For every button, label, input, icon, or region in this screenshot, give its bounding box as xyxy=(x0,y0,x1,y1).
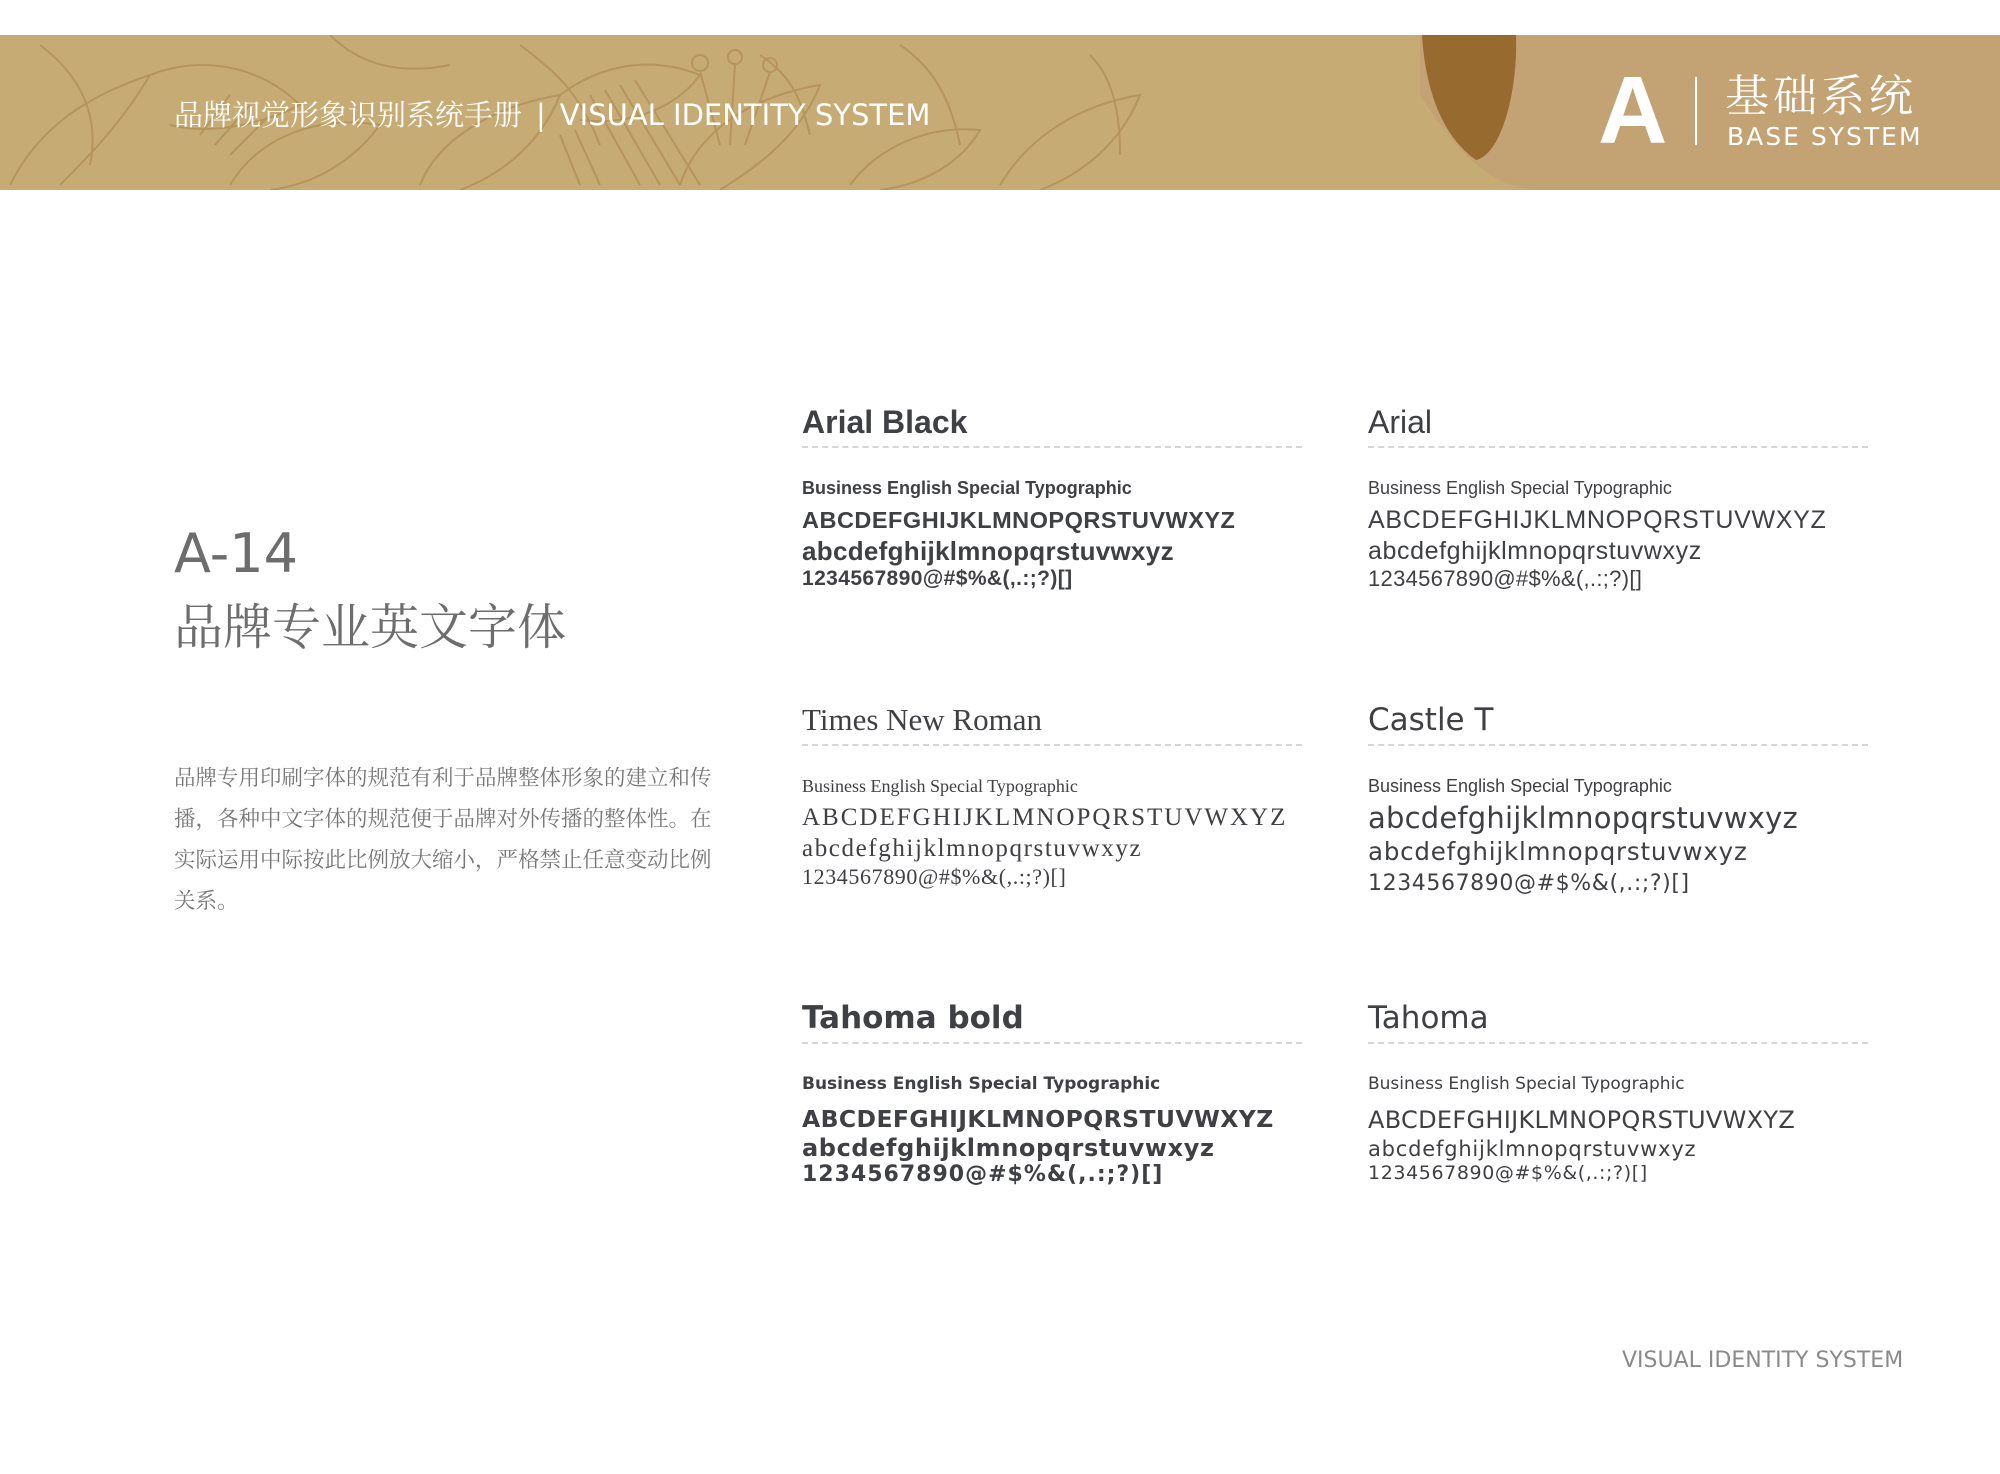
font-sample-arial-black xyxy=(802,402,1302,592)
sample-uppercase: ABCDEFGHIJKLMNOPQRSTUVWXYZ xyxy=(1368,506,1827,534)
font-name: Times New Roman xyxy=(802,702,1042,737)
sample-numbers: 1234567890@#$%&(,.:;?)[] xyxy=(802,864,1067,889)
brand-title-cn: 基础系统 xyxy=(1725,71,1917,122)
sample-numbers: 1234567890@#$%&(,.:;?)[] xyxy=(1368,1162,1648,1184)
font-sample-tahoma xyxy=(1368,998,1868,1184)
sample-label: Business English Special Typographic xyxy=(1368,776,1672,796)
sample-label: Business English Special Typographic xyxy=(802,1074,1161,1094)
header-title-cn: 品牌视觉形象识别系统手册 xyxy=(174,98,523,132)
sample-uppercase: ABCDEFGHIJKLMNOPQRSTUVWXYZ xyxy=(802,804,1288,831)
dashed-rule xyxy=(1368,744,1868,746)
footer-text: VISUAL IDENTITY SYSTEM xyxy=(1622,1348,1904,1373)
dashed-rule xyxy=(802,446,1302,448)
sample-lowercase: abcdefghijklmnopqrstuvwxyz xyxy=(802,835,1143,862)
sample-label: Business English Special Typographic xyxy=(802,478,1132,498)
sample-lowercase: abcdefghijklmnopqrstuvwxyz xyxy=(1368,537,1702,565)
sample-lowercase: abcdefghijklmnopqrstuvwxyz xyxy=(802,1134,1215,1162)
header-separator: | xyxy=(536,98,546,132)
dashed-rule xyxy=(1368,446,1868,448)
sample-label: Business English Special Typographic xyxy=(802,776,1078,796)
sample-uppercase: ABCDEFGHIJKLMNOPQRSTUVWXYZ xyxy=(802,1105,1274,1133)
font-sample-tahoma-bold xyxy=(802,998,1302,1188)
sample-uppercase: abcdefghijklmnopqrstuvwxyz xyxy=(1368,801,1798,835)
font-name: Tahoma bold xyxy=(802,1000,1024,1036)
sample-label: Business English Special Typographic xyxy=(1368,1074,1685,1094)
font-name: Arial xyxy=(1368,404,1433,440)
dashed-rule xyxy=(1368,1042,1868,1044)
sample-lowercase: abcdefghijklmnopqrstuvwxyz xyxy=(1368,837,1748,866)
sample-lowercase: abcdefghijklmnopqrstuvwxyz xyxy=(1368,1137,1697,1161)
sample-label: Business English Special Typographic xyxy=(1368,478,1672,498)
header-title xyxy=(174,93,930,134)
header-title-en: VISUAL IDENTITY SYSTEM xyxy=(559,98,931,132)
section-code: A-14 xyxy=(174,522,298,585)
header-band xyxy=(0,35,2000,190)
font-name: Tahoma xyxy=(1368,1000,1489,1036)
sample-numbers: 1234567890@#$%&(,.:;?)[] xyxy=(802,567,1073,590)
brand-letter: A xyxy=(1598,57,1668,164)
section-title: 品牌专业英文字体 xyxy=(174,599,567,656)
sample-lowercase: abcdefghijklmnopqrstuvwxyz xyxy=(802,536,1174,566)
section-description: 品牌专用印刷字体的规范有利于品牌整体形象的建立和传播，各种中文字体的规范便于品牌对外传播的整体性。在实际运用中际按此比例放大缩小，严格禁止任意变动比例关系。 xyxy=(174,766,712,914)
dashed-rule xyxy=(802,744,1302,746)
sample-uppercase: ABCDEFGHIJKLMNOPQRSTUVWXYZ xyxy=(1368,1106,1796,1134)
font-sample-times-new-roman xyxy=(802,700,1302,890)
sample-numbers: 1234567890@#$%&(,.:;?)[] xyxy=(802,1162,1164,1187)
sample-numbers: 1234567890@#$%&(,.:;?)[] xyxy=(1368,566,1643,591)
font-sample-castle-t xyxy=(1368,700,1868,900)
font-name: Castle T xyxy=(1368,702,1494,738)
dashed-rule xyxy=(802,1042,1302,1044)
font-name: Arial Black xyxy=(802,404,968,440)
brand-title-en: BASE SYSTEM xyxy=(1727,122,1923,151)
brand-divider xyxy=(1695,77,1697,145)
sample-numbers: 1234567890@#$%&(,.:;?)[] xyxy=(1368,871,1690,896)
font-sample-arial xyxy=(1368,402,1868,592)
sample-uppercase: ABCDEFGHIJKLMNOPQRSTUVWXYZ xyxy=(802,507,1236,533)
